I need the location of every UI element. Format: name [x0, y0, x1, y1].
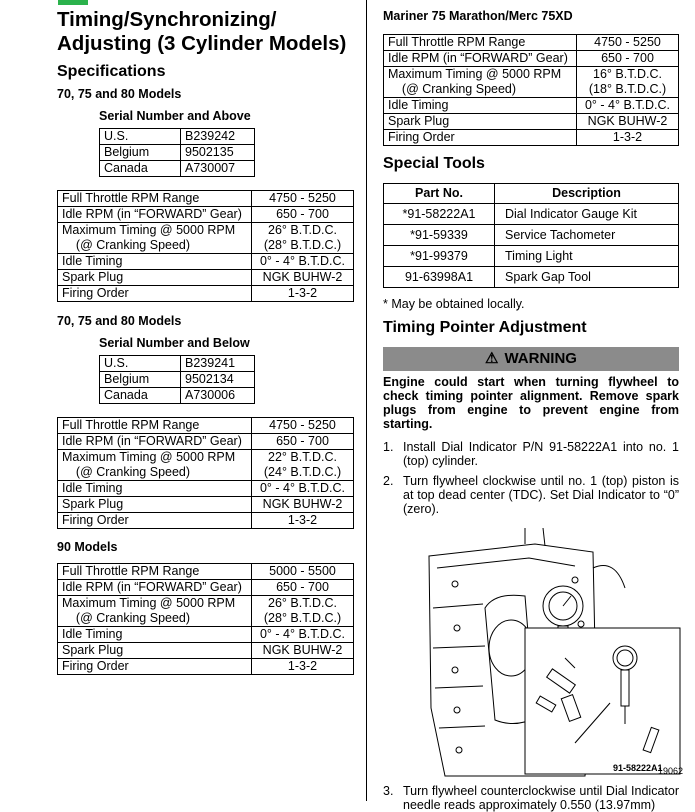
spec-value: 0° - 4° B.T.D.C. — [252, 627, 354, 643]
tool-desc: Service Tachometer — [495, 225, 679, 246]
spec-value: 1-3-2 — [252, 286, 354, 302]
special-tools-heading: Special Tools — [383, 155, 485, 172]
spec-value: 4750 - 5250 — [252, 418, 354, 434]
serial-country: U.S. — [100, 129, 181, 145]
serial-number: A730007 — [181, 161, 255, 177]
spec-value-line2: (28° B.T.D.C.) — [263, 238, 342, 252]
tools-row — [384, 246, 679, 267]
tools-col-part: Part No. — [384, 184, 495, 204]
tool-desc: Spark Gap Tool — [495, 267, 679, 288]
spec-value: 650 - 700 — [252, 580, 354, 596]
group1-heading: 70, 75 and 80 Models — [57, 87, 182, 101]
serial-number: 9502134 — [181, 372, 255, 388]
step-item — [383, 440, 679, 468]
warning-label: WARNING — [504, 350, 577, 367]
tools-col-desc: Description — [495, 184, 679, 204]
spec-row — [58, 434, 354, 450]
left-column — [57, 8, 357, 675]
tools-header-row — [384, 184, 679, 204]
spec-value: 650 - 700 — [577, 51, 679, 67]
serial-country: Belgium — [100, 145, 181, 161]
step-number: 3. — [383, 784, 394, 798]
spec-value: 0° - 4° B.T.D.C. — [252, 254, 354, 270]
spec-row — [58, 191, 354, 207]
group3-heading: 90 Models — [57, 540, 118, 554]
page-title — [57, 8, 357, 56]
tools-footnote: * May be obtained locally. — [383, 297, 525, 311]
spec-label — [58, 596, 252, 627]
spec-value: 650 - 700 — [252, 434, 354, 450]
spec-value: 1-3-2 — [252, 513, 354, 529]
spec-value: 4750 - 5250 — [577, 35, 679, 51]
spec-label: Spark Plug — [58, 497, 252, 513]
spec-row — [58, 627, 354, 643]
spec-row — [58, 659, 354, 675]
spec-value-line2: (18° B.T.D.C.) — [588, 82, 667, 96]
spec-row — [58, 643, 354, 659]
spec-label: Spark Plug — [384, 114, 577, 130]
spec-value-line1: 26° B.T.D.C. — [268, 223, 337, 237]
spec-label: Full Throttle RPM Range — [58, 564, 252, 580]
tool-part: 91-63998A1 — [384, 267, 495, 288]
group1-subheading: Serial Number and Above — [99, 109, 251, 123]
spec-row — [58, 481, 354, 497]
tools-row — [384, 225, 679, 246]
spec-label-line1: Maximum Timing @ 5000 RPM — [62, 596, 236, 610]
spec-label: Full Throttle RPM Range — [58, 191, 252, 207]
group1-serial-table — [99, 128, 255, 177]
spec-label — [384, 67, 577, 98]
tools-row — [384, 267, 679, 288]
serial-number: B239242 — [181, 129, 255, 145]
spec-label: Idle Timing — [58, 627, 252, 643]
step-item — [383, 784, 679, 812]
spec-label: Firing Order — [58, 286, 252, 302]
spec-row — [58, 418, 354, 434]
spec-label: Idle Timing — [58, 481, 252, 497]
spec-row — [58, 270, 354, 286]
serial-number: B239241 — [181, 356, 255, 372]
group3-spec-table — [57, 563, 354, 675]
group2-spec-table — [57, 417, 354, 529]
spec-label — [58, 223, 252, 254]
spec-row — [58, 450, 354, 481]
serial-number: A730006 — [181, 388, 255, 404]
tool-desc: Timing Light — [495, 246, 679, 267]
page-title-line1: Timing/Synchronizing/ — [57, 8, 277, 31]
spec-row — [384, 114, 679, 130]
spec-value — [252, 596, 354, 627]
serial-number: 9502135 — [181, 145, 255, 161]
tool-part: *91-99379 — [384, 246, 495, 267]
spec-value: 1-3-2 — [252, 659, 354, 675]
spec-label-line2: (@ Cranking Speed) — [75, 465, 191, 479]
page-title-line2: Adjusting (3 Cylinder Models) — [57, 32, 347, 55]
spec-row — [58, 513, 354, 529]
spec-value: 0° - 4° B.T.D.C. — [577, 98, 679, 114]
spec-value: 4750 - 5250 — [252, 191, 354, 207]
serial-row — [100, 356, 255, 372]
spec-label: Firing Order — [384, 130, 577, 146]
step-text: Turn flywheel clockwise until no. 1 (top) piston is at top dead center (TDC). Set Dial Indicator to “0” (zero). — [403, 474, 679, 516]
serial-country: Canada — [100, 388, 181, 404]
spec-row — [58, 286, 354, 302]
spec-value-line1: 16° B.T.D.C. — [593, 67, 662, 81]
step-text: Turn flywheel counterclockwise until Dial Indicator needle reads approximately 0.550 (13.97mm) — [403, 784, 679, 812]
serial-country: Belgium — [100, 372, 181, 388]
serial-row — [100, 388, 255, 404]
spec-label: Idle RPM (in “FORWARD” Gear) — [58, 580, 252, 596]
spec-value-line1: 22° B.T.D.C. — [268, 450, 337, 464]
spec-row — [58, 497, 354, 513]
spec-value: NGK BUHW-2 — [252, 497, 354, 513]
spec-label: Idle RPM (in “FORWARD” Gear) — [58, 207, 252, 223]
section-tab-marker — [58, 0, 88, 5]
serial-row — [100, 129, 255, 145]
spec-row — [58, 207, 354, 223]
spec-value-line1: 26° B.T.D.C. — [268, 596, 337, 610]
mariner-heading: Mariner 75 Marathon/Merc 75XD — [383, 9, 573, 23]
serial-row — [100, 372, 255, 388]
spec-value: NGK BUHW-2 — [252, 270, 354, 286]
spec-value: 1-3-2 — [577, 130, 679, 146]
spec-label-line1: Maximum Timing @ 5000 RPM — [388, 67, 562, 81]
spec-row — [384, 130, 679, 146]
spec-row — [58, 564, 354, 580]
step-number: 2. — [383, 474, 394, 488]
spec-label: Idle RPM (in “FORWARD” Gear) — [58, 434, 252, 450]
spec-row — [384, 67, 679, 98]
spec-label: Idle RPM (in “FORWARD” Gear) — [384, 51, 577, 67]
spec-row — [384, 98, 679, 114]
spec-label: Idle Timing — [58, 254, 252, 270]
spec-label: Spark Plug — [58, 270, 252, 286]
spec-row — [58, 596, 354, 627]
figure-code: 19062 — [657, 766, 683, 776]
spec-value — [252, 223, 354, 254]
spec-value: NGK BUHW-2 — [252, 643, 354, 659]
step-number: 1. — [383, 440, 394, 454]
spec-row — [384, 35, 679, 51]
engine-dial-indicator-figure — [425, 528, 683, 778]
spec-label: Firing Order — [58, 659, 252, 675]
spec-label-line2: (@ Cranking Speed) — [75, 238, 191, 252]
serial-row — [100, 161, 255, 177]
spec-value: NGK BUHW-2 — [577, 114, 679, 130]
special-tools-table — [383, 183, 679, 288]
spec-value: 0° - 4° B.T.D.C. — [252, 481, 354, 497]
spec-value — [577, 67, 679, 98]
tool-part: *91-58222A1 — [384, 204, 495, 225]
tool-part: *91-59339 — [384, 225, 495, 246]
group2-heading: 70, 75 and 80 Models — [57, 314, 182, 328]
step-item — [383, 474, 679, 516]
spec-value: 650 - 700 — [252, 207, 354, 223]
spec-row — [58, 580, 354, 596]
right-column — [383, 8, 683, 812]
spec-value — [252, 450, 354, 481]
spec-label: Firing Order — [58, 513, 252, 529]
group2-serial-table — [99, 355, 255, 404]
spec-value-line2: (24° B.T.D.C.) — [263, 465, 342, 479]
figure-inset-label: 91-58222A1 — [613, 763, 663, 773]
mariner-spec-table — [383, 34, 679, 146]
tools-row — [384, 204, 679, 225]
spec-label — [58, 450, 252, 481]
group1-spec-table — [57, 190, 354, 302]
tool-desc: Dial Indicator Gauge Kit — [495, 204, 679, 225]
group2-subheading: Serial Number and Below — [99, 336, 250, 350]
spec-label: Full Throttle RPM Range — [384, 35, 577, 51]
spec-label: Spark Plug — [58, 643, 252, 659]
warning-triangle-icon: ⚠ — [485, 350, 499, 367]
spec-value-line2: (28° B.T.D.C.) — [263, 611, 342, 625]
spec-label: Full Throttle RPM Range — [58, 418, 252, 434]
spec-label-line1: Maximum Timing @ 5000 RPM — [62, 223, 236, 237]
spec-label-line1: Maximum Timing @ 5000 RPM — [62, 450, 236, 464]
warning-bar — [383, 347, 679, 371]
serial-row — [100, 145, 255, 161]
spec-row — [384, 51, 679, 67]
serial-country: U.S. — [100, 356, 181, 372]
spec-row — [58, 254, 354, 270]
spec-label: Idle Timing — [384, 98, 577, 114]
timing-pointer-heading: Timing Pointer Adjustment — [383, 319, 587, 336]
column-divider — [366, 0, 367, 801]
warning-text: Engine could start when turning flywheel to check timing pointer alignment. Remove spark plugs from engine to prevent engine from starting. — [383, 375, 679, 431]
spec-value: 5000 - 5500 — [252, 564, 354, 580]
engine-illustration — [425, 528, 683, 778]
step-text: Install Dial Indicator P/N 91-58222A1 into no. 1 (top) cylinder. — [403, 440, 679, 468]
spec-label-line2: (@ Cranking Speed) — [75, 611, 191, 625]
spec-row — [58, 223, 354, 254]
serial-country: Canada — [100, 161, 181, 177]
specifications-heading: Specifications — [57, 63, 166, 80]
spec-label-line2: (@ Cranking Speed) — [401, 82, 517, 96]
